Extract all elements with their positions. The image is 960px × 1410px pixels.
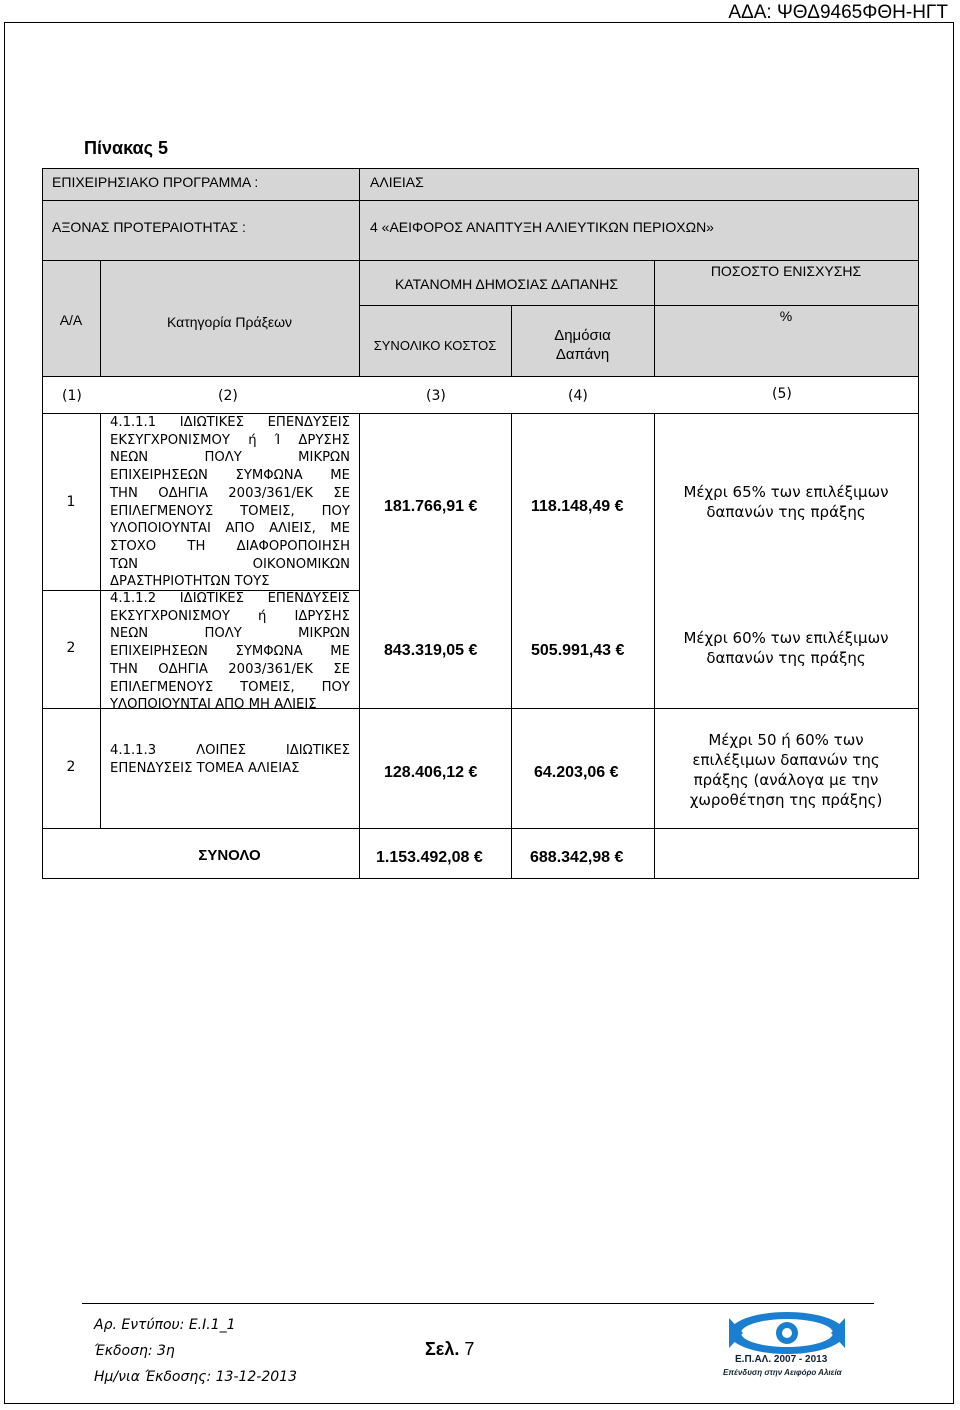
edition-date: Ημ/νια Έκδοσης: 13-12-2013 <box>94 1369 297 1385</box>
row-3-aa: 2 <box>66 759 76 775</box>
header-public-exp-1: Δημόσια <box>554 327 611 344</box>
row-1-category: 4.1.1.1 ΙΔΙΩΤΙΚΕΣ ΕΠΕΝΔΥΣΕΙΣ ΕΚΣΥΓΧΡΟΝΙΣΜΟΥ ή Ί ΔΡΥΣΗΣ ΝΕΩΝ ΠΟΛΥ ΜΙΚΡΩΝ ΕΠΙΧΕΙΡΗΣΕΩΝ ΣΥΜΦΩΝΑ ΜΕ ΤΗΝ ΟΔΗΓΙΑ 2003/361/ΕΚ ΣΕ ΕΠΙΛΕΓΜΕΝΟΥΣ ΤΟΜΕΙΣ, ΠΟΥ ΥΛΟΠΟΙΟΥΝΤΑΙ ΑΠΟ ΑΛΙΕΙΣ, ΜΕ ΣΤΟΧΟ ΤΗ ΔΙΑΦΟΡΟΠΟΙΗΣΗ ΤΩΝ ΟΙΚΟΝΟΜΙΚΩΝ ΔΡΑΣΤΗΡΙΟΤΗΤΩΝ ΤΟΥΣ <box>110 415 350 590</box>
epal-logo: Ε.Π.ΑΛ. 2007 - 2013 Επένδυση στην Αειφόρο Αλιεία <box>713 1308 863 1384</box>
row-2-aa: 2 <box>66 640 76 656</box>
row-3-public: 64.203,06 € <box>534 764 619 781</box>
col-number-1: (1) <box>62 388 82 404</box>
ada-code: ΑΔΑ: ΨΘΔ9465ΦΘΗ-ΗΓΤ <box>728 2 948 23</box>
row-2-percent: Μέχρι 60% των επιλέξιμων δαπανών της πράξης <box>683 629 889 667</box>
header-public-distribution: ΚΑΤΑΝΟΜΗ ΔΗΜΟΣΙΑΣ ΔΑΠΑΝΗΣ <box>394 276 619 292</box>
row-3-percent: Μέχρι 50 ή 60% των επιλέξιμων δαπανών της πράξης (ανάλογα με την χωροθέτηση της πράξης) <box>689 731 883 809</box>
sum-label: ΣΥΝΟΛΟ <box>198 847 261 864</box>
header-percent: % <box>779 308 793 324</box>
row-2-public: 505.991,43 € <box>531 642 625 659</box>
edition: Έκδοση: 3η <box>94 1343 175 1359</box>
program-value: ΑΛΙΕΙΑΣ <box>370 174 424 190</box>
form-number: Αρ. Εντύπου: Ε.Ι.1_1 <box>94 1317 236 1333</box>
row-3-category: 4.1.1.3 ΛΟΙΠΕΣ ΙΔΙΩΤΙΚΕΣ ΕΠΕΝΔΥΣΕΙΣ ΤΟΜΕΑ ΑΛΙΕΙΑΣ <box>110 743 350 776</box>
axis-value: 4 «ΑΕΙΦΟΡΟΣ ΑΝΑΠΤΥΞΗ ΑΛΙΕΥΤΙΚΩΝ ΠΕΡΙΟΧΩΝ» <box>370 219 714 235</box>
header-public-exp-2: Δαπάνη <box>555 346 610 363</box>
row-2-total: 843.319,05 € <box>384 642 478 659</box>
sum-public: 688.342,98 € <box>530 849 624 866</box>
header-support-pct: ΠΟΣΟΣΤΟ ΕΝΙΣΧΥΣΗΣ <box>710 263 862 279</box>
row-2-category: 4.1.1.2 ΙΔΙΩΤΙΚΕΣ ΕΠΕΝΔΥΣΕΙΣ ΕΚΣΥΓΧΡΟΝΙΣΜΟΥ ή ΙΔΡΥΣΗΣ ΝΕΩΝ ΠΟΛΥ ΜΙΚΡΩΝ ΕΠΙΧΕΙΡΗΣΕΩΝ ΣΥΜΦΩΝΑ ΜΕ ΤΗΝ ΟΔΗΓΙΑ 2003/361/ΕΚ ΣΕ ΕΠΙΛΕΓΜΕΝΟΥΣ ΤΟΜΕΙΣ, ΠΟΥ ΥΛΟΠΟΙΟΥΝΤΑΙ ΑΠΟ ΜΗ ΑΛΙΕΙΣ <box>110 591 350 713</box>
row-1-total: 181.766,91 € <box>384 498 478 515</box>
col-number-3: (3) <box>426 388 446 404</box>
row-1-aa: 1 <box>66 494 76 510</box>
sum-total: 1.153.492,08 € <box>376 849 483 866</box>
col-number-2: (2) <box>218 388 238 404</box>
header-total-cost: ΣΥΝΟΛΙΚΟ ΚΟΣΤΟΣ <box>373 338 497 353</box>
header-aa: Α/Α <box>59 312 83 328</box>
col-number-4: (4) <box>568 388 588 404</box>
table-title: Πίνακας 5 <box>84 138 168 158</box>
page-number: Σελ. 7 <box>425 1339 475 1359</box>
row-1-public: 118.148,49 € <box>531 498 624 515</box>
col-number-5: (5) <box>772 386 792 402</box>
axis-label: ΑΞΟΝΑΣ ΠΡΟΤΕΡΑΙΟΤΗΤΑΣ : <box>52 219 246 235</box>
footer-divider <box>82 1303 874 1304</box>
header-category: Κατηγορία Πράξεων <box>166 314 293 330</box>
program-label: ΕΠΙΧΕΙΡΗΣΙΑΚΟ ΠΡΟΓΡΑΜΜΑ : <box>52 174 259 190</box>
row-1-percent: Μέχρι 65% των επιλέξιμων δαπανών της πράξης <box>683 483 889 521</box>
row-3-total: 128.406,12 € <box>384 764 478 781</box>
